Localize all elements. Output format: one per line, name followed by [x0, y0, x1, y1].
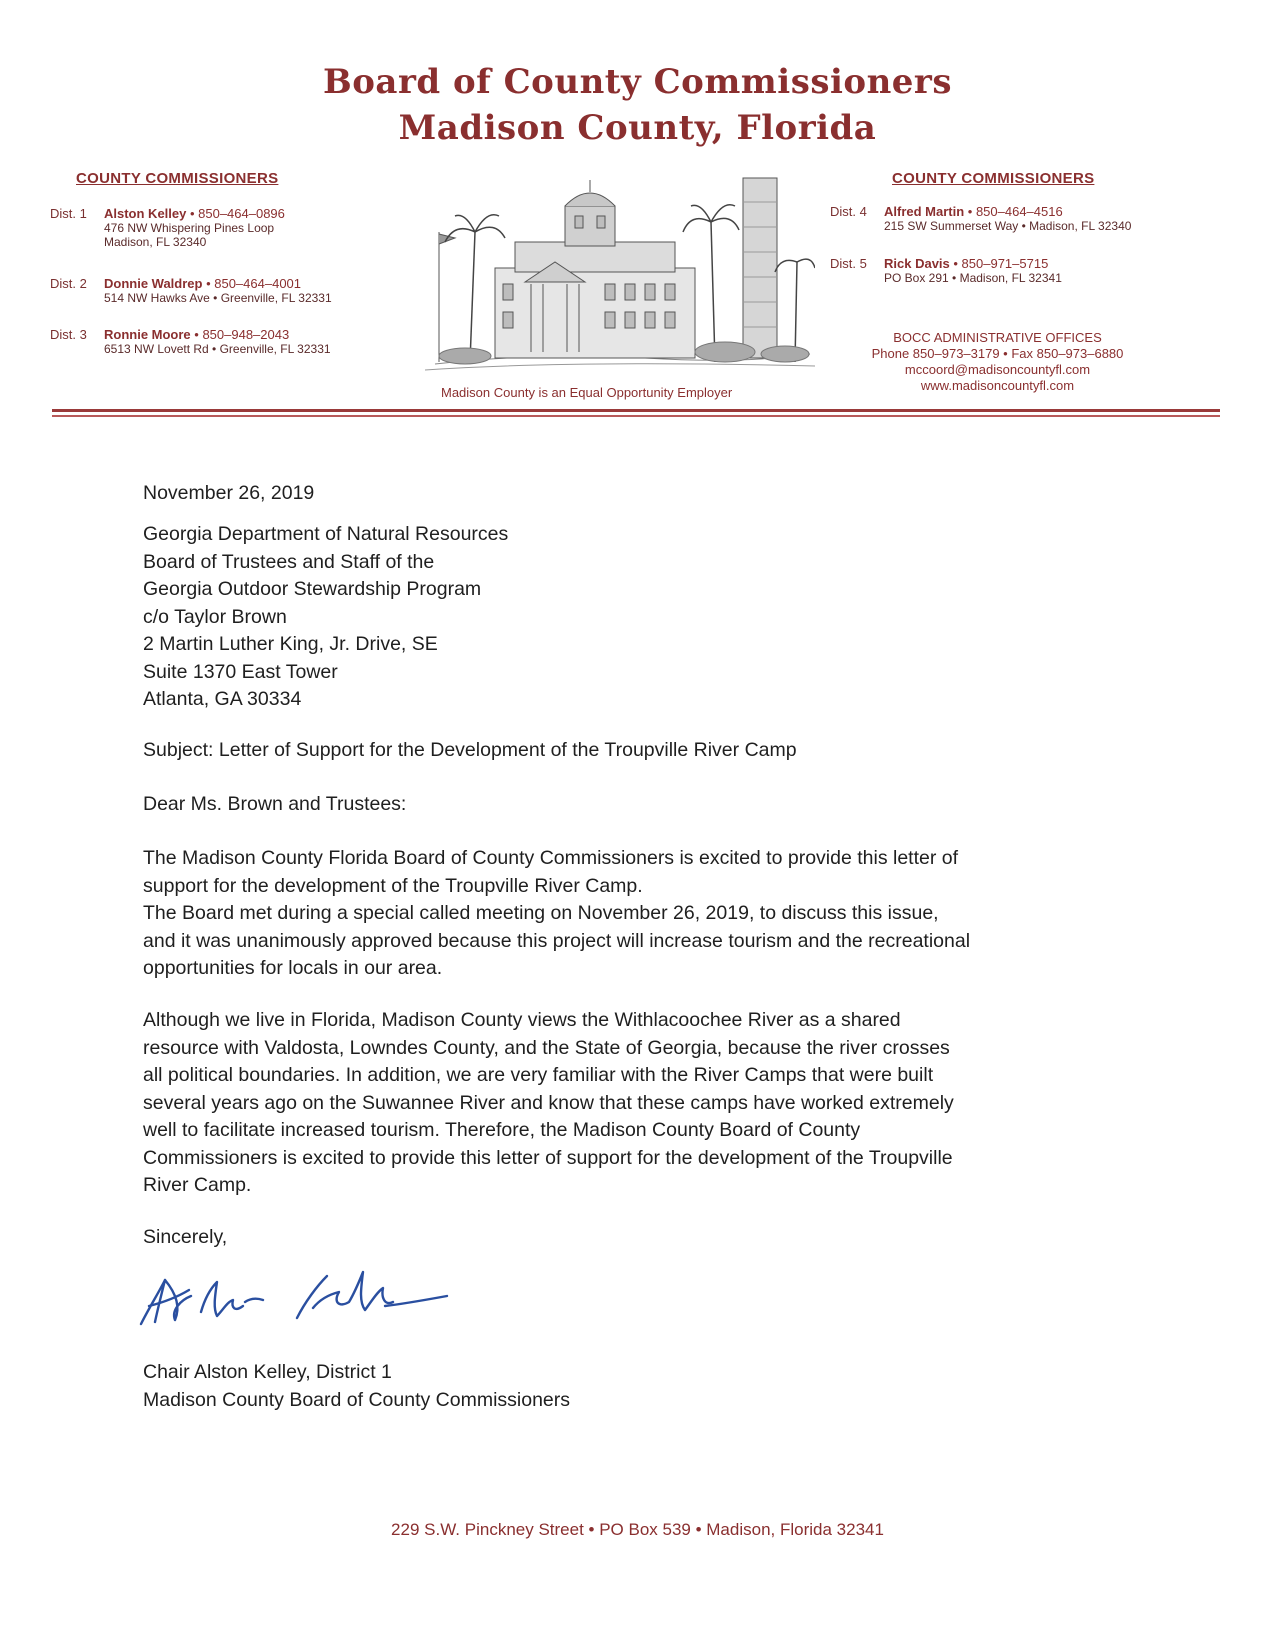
commissioner-dist-1	[50, 206, 380, 260]
letter-salutation: Dear Ms. Brown and Trustees:	[143, 793, 407, 815]
commissioner-dist-3	[50, 327, 380, 367]
courthouse-illustration	[425, 172, 815, 380]
paragraph-line: The Board met during a special called meeting on November 26, 2019, to discuss this issue,	[143, 902, 939, 924]
recipient-line: c/o Taylor Brown	[143, 605, 287, 628]
commissioner-dist-5	[830, 256, 1160, 296]
recipient-line: Georgia Department of Natural Resources	[143, 523, 509, 545]
signature	[135, 1262, 455, 1334]
paragraph-line: Although we live in Florida, Madison County views the Withlacoochee River as a shared	[143, 1009, 901, 1031]
paragraph-line: and it was unanimously approved because this project will increase tourism and the recreational	[143, 929, 971, 952]
paragraph-line: opportunities for locals in our area.	[143, 957, 443, 979]
admin-email: mccoord@madisoncountyfl.com	[904, 362, 1091, 377]
letter-paragraph-2	[143, 1007, 1123, 1200]
commissioner-name: Alston Kelley	[104, 206, 187, 221]
admin-offices-block	[850, 330, 1145, 394]
letter-paragraph-1	[143, 845, 1123, 983]
paragraph-line: River Camp.	[143, 1174, 252, 1196]
letterhead-title-line2: Madison County, Florida	[398, 108, 877, 148]
paragraph-line: The Madison County Florida Board of County Commissioners is excited to provide this letter of	[143, 847, 959, 869]
commissioner-address-line: 6513 NW Lovett Rd • Greenville, FL 32331	[104, 342, 331, 356]
commissioner-name: Ronnie Moore	[104, 327, 191, 342]
letterhead-divider-thin	[52, 415, 1220, 417]
paragraph-line: well to facilitate increased tourism. Therefore, the Madison County Board of County	[143, 1119, 861, 1141]
recipient-line: Atlanta, GA 30334	[143, 688, 302, 710]
admin-heading: BOCC ADMINISTRATIVE OFFICES	[893, 330, 1102, 345]
commissioner-phone: • 850–971–5715	[949, 256, 1049, 271]
signer-title: Chair Alston Kelley, District 1	[143, 1361, 392, 1383]
district-label: Dist. 4	[830, 204, 867, 219]
letter-date: November 26, 2019	[143, 482, 315, 504]
recipient-line: 2 Martin Luther King, Jr. Drive, SE	[143, 633, 438, 655]
paragraph-line: support for the development of the Troupville River Camp.	[143, 874, 643, 897]
commissioner-phone: • 850–948–2043	[190, 327, 290, 342]
commissioner-phone: • 850–464–0896	[186, 206, 285, 221]
signature-block	[143, 1359, 1123, 1414]
district-label: Dist. 3	[50, 327, 87, 342]
paragraph-line: several years ago on the Suwannee River and know that these camps have worked extremely	[143, 1091, 954, 1114]
signer-organization: Madison County Board of County Commissioners	[143, 1388, 571, 1411]
district-label: Dist. 5	[830, 256, 867, 271]
commissioner-address-line: Madison, FL 32340	[104, 235, 207, 249]
commissioner-dist-2	[50, 276, 380, 316]
commissioner-name: Rick Davis	[884, 256, 950, 271]
commissioner-name: Alfred Martin	[884, 204, 965, 219]
paragraph-line: all political boundaries. In addition, we are very familiar with the River Camps that were built	[143, 1064, 934, 1086]
commissioner-address-line: 215 SW Summerset Way • Madison, FL 32340	[884, 219, 1132, 233]
commissioner-name: Donnie Waldrep	[104, 276, 203, 291]
commissioner-address-line: PO Box 291 • Madison, FL 32341	[884, 271, 1062, 285]
recipient-line: Suite 1370 East Tower	[143, 660, 338, 683]
commissioner-dist-4	[830, 204, 1160, 244]
admin-phone-fax: Phone 850–973–3179 • Fax 850–973–6880	[871, 346, 1124, 361]
commissioner-address-line: 514 NW Hawks Ave • Greenville, FL 32331	[104, 291, 332, 305]
commissioner-phone: • 850–464–4516	[964, 204, 1063, 219]
commissioner-address-line: 476 NW Whispering Pines Loop	[104, 221, 275, 235]
letter-subject: Subject: Letter of Support for the Development of the Troupville River Camp	[143, 739, 797, 761]
recipient-line: Georgia Outdoor Stewardship Program	[143, 578, 482, 600]
left-commissioners-heading: COUNTY COMMISSIONERS	[76, 170, 279, 187]
paragraph-line: resource with Valdosta, Lowndes County, and the State of Georgia, because the river crosses	[143, 1036, 950, 1059]
letter-closing: Sincerely,	[143, 1226, 228, 1248]
admin-website: www.madisoncountyfl.com	[920, 378, 1075, 393]
letterhead-title-line1: Board of County Commissioners	[323, 62, 952, 102]
paragraph-line: Commissioners is excited to provide this letter of support for the development of the Troupville	[143, 1146, 953, 1169]
right-commissioners-heading: COUNTY COMMISSIONERS	[892, 170, 1095, 187]
district-label: Dist. 1	[50, 206, 87, 221]
recipient-line: Board of Trustees and Staff of the	[143, 550, 435, 573]
recipient-block	[143, 521, 1123, 714]
footer-address: 229 S.W. Pinckney Street • PO Box 539 • Madison, Florida 32341	[391, 1520, 884, 1539]
commissioner-phone: • 850–464–4001	[202, 276, 302, 291]
equal-opportunity-statement: Madison County is an Equal Opportunity Employer	[441, 385, 733, 400]
letterhead-divider	[52, 409, 1220, 412]
district-label: Dist. 2	[50, 276, 87, 291]
